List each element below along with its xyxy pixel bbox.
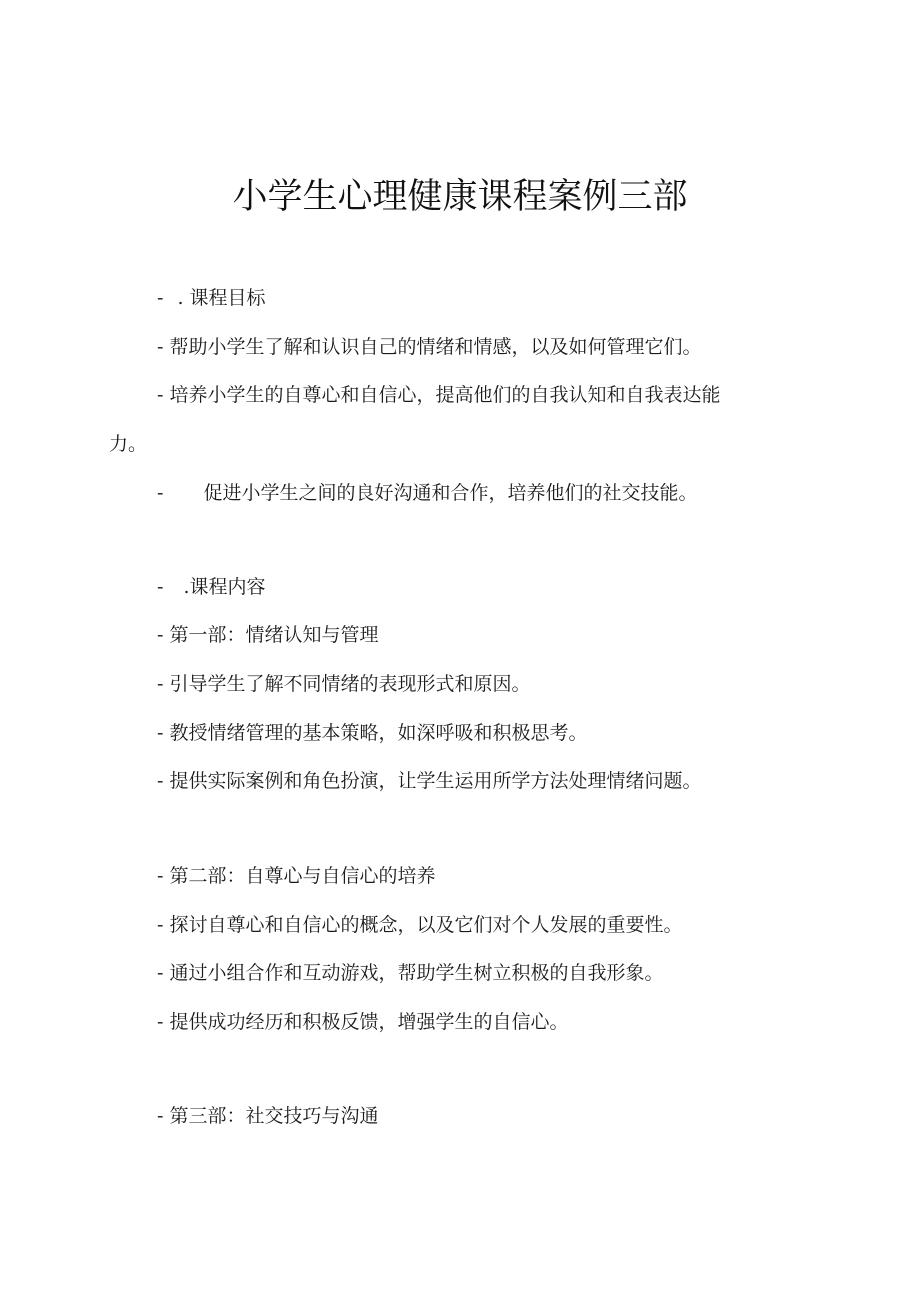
part-2-heading: - 第二部：自尊心与自信心的培养: [157, 865, 436, 887]
part-2-item-3: - 提供成功经历和积极反馈，增强学生的自信心。: [157, 1011, 569, 1033]
part-1-item-3: - 提供实际案例和角色扮演，让学生运用所学方法处理情绪问题。: [157, 770, 702, 792]
part-1-item-1: - 引导学生了解不同情绪的表现形式和原因。: [157, 673, 531, 695]
heading-dash: -: [157, 576, 164, 598]
part-1-heading: - 第一部：情绪认知与管理: [157, 624, 379, 646]
part-2-item-2: - 通过小组合作和互动游戏，帮助学生树立积极的自我形象。: [157, 962, 664, 984]
section-heading-goals: [157, 284, 266, 312]
section-heading-content: [157, 573, 266, 601]
goal-item-3: - 促进小学生之间的良好沟通和合作，培养他们的社交技能。: [157, 482, 698, 504]
document-title: 小学生心理健康课程案例三部: [232, 177, 688, 217]
goal-item-2-continuation: 力。: [109, 433, 148, 455]
part-1-item-2: - 教授情绪管理的基本策略，如深呼吸和积极思考。: [157, 722, 588, 744]
part-3-heading: - 第三部：社交技巧与沟通: [157, 1105, 379, 1127]
heading-dash: -: [157, 287, 164, 309]
heading-text: . 课程目标: [177, 287, 266, 309]
goal-item-1: - 帮助小学生了解和认识自己的情绪和情感，以及如何管理它们。: [157, 336, 702, 358]
goal-item-2: - 培养小学生的自尊心和自信心，提高他们的自我认知和自我表达能: [157, 384, 721, 406]
heading-text: .课程内容: [183, 576, 266, 598]
part-2-item-1: - 探讨自尊心和自信心的概念，以及它们对个人发展的重要性。: [157, 914, 683, 936]
